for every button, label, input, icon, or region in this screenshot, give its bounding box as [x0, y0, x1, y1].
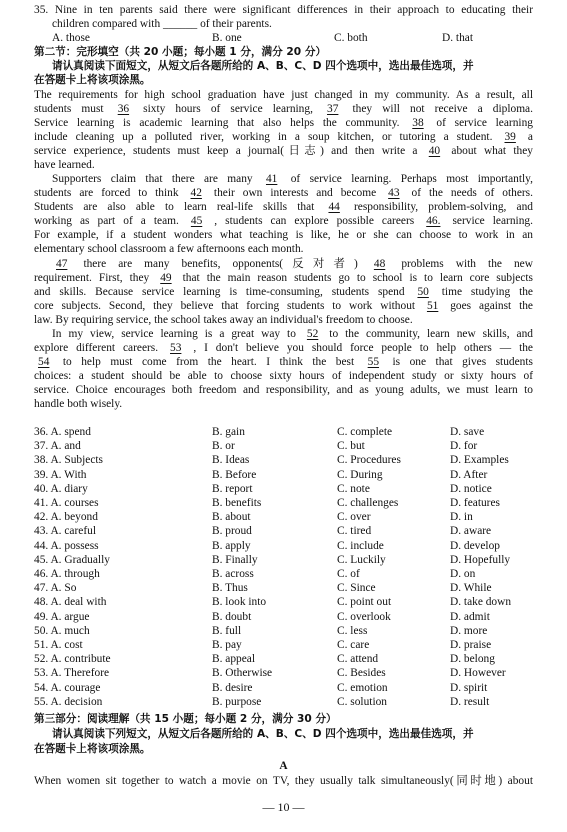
option-row: [34, 553, 554, 567]
blank-45: 45: [190, 215, 203, 227]
option-b: B. purpose: [212, 695, 262, 708]
option-b: B. gain: [212, 426, 245, 438]
option-a: 45. A. Gradually: [34, 553, 110, 566]
option-a: 48. A. deal with: [34, 596, 107, 609]
section3-heading: 第三部分：阅读理解（共 15 小题；每小题 2 分，满分 30 分）: [34, 713, 337, 725]
blank-48: 48: [373, 258, 386, 270]
option-c: C. care: [337, 639, 370, 651]
option-d: D. admit: [450, 610, 490, 623]
section2-heading: 第二节：完形填空（共 20 小题；每小题 1 分，满分 20 分）: [34, 46, 327, 58]
option-c: C. solution: [337, 695, 388, 708]
passage-line-17: law. By requiring service, the school takes away an individual's freedom to choose.: [34, 314, 413, 326]
option-d: D. in: [450, 511, 473, 524]
option-row: [34, 567, 554, 581]
option-d: D. While: [450, 582, 492, 595]
option-row: [34, 482, 554, 496]
option-row: [34, 425, 554, 439]
option-row: [34, 510, 554, 524]
passage-line-14: [34, 271, 533, 285]
option-b: B. proud: [212, 525, 252, 538]
text: students are forced to think: [34, 187, 179, 199]
option-b: B. Ideas: [212, 454, 250, 467]
option-a: 53. A. Therefore: [34, 667, 110, 680]
passage-line-6: have learned.: [34, 159, 95, 171]
option-a: 52. A. contribute: [34, 653, 111, 666]
text: responsibility, problem-solving, and: [354, 201, 533, 213]
option-b: B. look into: [212, 596, 267, 609]
passage-line-16: [34, 299, 533, 313]
text: service experience, students must keep a journal(日志) and then write a: [34, 145, 418, 157]
option-a: 55. A. decision: [34, 695, 103, 708]
passage-line-18: [52, 327, 533, 341]
option-c: C. Besides: [337, 667, 386, 680]
option-a: 42. A. beyond: [34, 511, 98, 524]
passage-a-first-line: When women sit together to watch a movie on TV, they usually talk simultaneously(同时地) about: [34, 775, 533, 787]
option-a: 47. A. So: [34, 582, 77, 595]
blank-37: 37: [327, 103, 339, 115]
option-b: B. or: [212, 440, 235, 453]
option-b: B. Thus: [212, 582, 248, 595]
option-c: C. less: [337, 624, 368, 637]
option-row: [34, 681, 554, 695]
text: core subjects. Second, they believe that forcing students to work without: [34, 300, 416, 312]
text: Supporters claim that there are many: [52, 173, 253, 185]
passage-line-7: [52, 172, 533, 186]
q35-blank: ______: [163, 18, 198, 30]
text: students must: [34, 103, 104, 115]
q35-text-post: of their parents.: [200, 18, 272, 30]
option-a: 36. A. spend: [34, 426, 91, 438]
section3-instruction-1: 请认真阅读下列短文，从短文后各题所给的 A、B、C、D 四个选项中，选出最佳选项，并: [52, 728, 474, 740]
option-c: C. emotion: [337, 681, 388, 694]
blank-44: 44: [328, 201, 340, 213]
text: problems with the new: [401, 258, 533, 270]
option-c: C. of: [337, 568, 360, 580]
option-d: D. notice: [450, 482, 492, 495]
option-row: [34, 695, 554, 709]
option-b: B. Otherwise: [212, 667, 273, 680]
blank-36: 36: [117, 103, 130, 115]
option-d: D. Examples: [450, 454, 509, 467]
option-row: [34, 581, 554, 595]
passage-line-3: [34, 116, 533, 130]
passage-line-2: [34, 102, 533, 116]
option-b: B. full: [212, 624, 242, 637]
option-b: B. pay: [212, 639, 242, 651]
blank-54: 54: [38, 356, 50, 368]
text: , students can explore possible careers: [214, 215, 415, 227]
option-c: C. Procedures: [337, 454, 401, 467]
option-b: B. across: [212, 568, 254, 580]
option-row: [34, 638, 554, 652]
option-row: [34, 468, 554, 482]
option-c: C. Since: [337, 582, 376, 595]
text: about what they: [451, 145, 533, 157]
q35-text-pre: children compared with: [52, 18, 161, 30]
option-a: 54. A. courage: [34, 681, 101, 694]
text: Service learning is academic learning that also helps the community.: [34, 117, 400, 129]
q35-option-d: D. that: [442, 32, 474, 44]
blank-46: 46.: [426, 215, 441, 227]
option-a: 40. A. diary: [34, 482, 88, 495]
option-b: B. Before: [212, 468, 257, 481]
option-d: D. Hopefully: [450, 553, 511, 566]
option-row: [34, 666, 554, 680]
option-c: C. challenges: [337, 497, 399, 509]
option-c: C. complete: [337, 426, 393, 438]
option-c: C. over: [337, 511, 371, 524]
text: to help must come from the heart. I think the best: [62, 356, 355, 368]
option-c: C. note: [337, 482, 370, 495]
option-b: B. Finally: [212, 553, 258, 566]
text: a: [527, 131, 533, 143]
text: requirement. First, they: [34, 272, 150, 284]
blank-55: 55: [367, 356, 380, 368]
blank-43: 43: [388, 187, 400, 199]
option-a: 49. A. argue: [34, 610, 90, 623]
option-d: D. spirit: [450, 681, 488, 694]
text: of the needs of others.: [411, 187, 533, 199]
option-row: [34, 439, 554, 453]
option-d: D. However: [450, 667, 506, 680]
option-row: [34, 453, 554, 467]
blank-49: 49: [160, 272, 172, 284]
option-row: [34, 524, 554, 538]
text: that the main reason students go to school is to learn core subjects: [182, 272, 533, 284]
passage-line-20: [34, 355, 533, 369]
section3-instruction-2: 在答题卡上将该项涂黑。: [34, 743, 151, 755]
option-b: B. apply: [212, 539, 251, 552]
option-row: [34, 652, 554, 666]
q35-option-c: C. both: [334, 32, 368, 44]
option-a: 51. A. cost: [34, 639, 83, 651]
passage-line-10: [34, 214, 533, 228]
option-a: 43. A. careful: [34, 525, 96, 538]
text: service learning.: [452, 215, 533, 227]
option-c: C. During: [337, 468, 383, 481]
section2-instruction-2: 在答题卡上将该项涂黑。: [34, 74, 151, 86]
blank-47: 47: [56, 258, 68, 270]
option-row: [34, 539, 554, 553]
option-d: D. result: [450, 695, 490, 708]
option-d: D. After: [450, 468, 488, 481]
q35-option-a: A. those: [52, 32, 90, 44]
blank-40: 40: [428, 145, 441, 157]
passage-line-19: [34, 341, 533, 355]
option-d: D. belong: [450, 653, 495, 666]
q35-line-1: 35. Nine in ten parents said there were significant differences in their approach to educating their: [34, 4, 533, 16]
option-b: B. desire: [212, 681, 253, 694]
q35-options: [52, 31, 567, 45]
option-d: D. for: [450, 440, 478, 453]
passage-line-5: [34, 144, 533, 158]
option-a: 50. A. much: [34, 624, 90, 637]
text: Students are also able to learn real-life skills that: [34, 201, 315, 213]
passage-line-4: [34, 130, 533, 144]
blank-51: 51: [426, 300, 439, 312]
passage-line-1: The requirements for high school graduation have just changed in my community. As a result, all: [34, 89, 533, 101]
option-c: C. include: [337, 539, 384, 552]
blank-39: 39: [504, 131, 516, 143]
passage-line-12: elementary school classroom a few afternoons each month.: [34, 243, 304, 255]
option-d: D. on: [450, 568, 476, 580]
text: sixty hours of service learning,: [143, 103, 313, 115]
text: of service learning. Perhaps most importantly,: [290, 173, 533, 185]
option-d: D. more: [450, 624, 488, 637]
section2-instruction-1: 请认真阅读下面短文，从短文后各题所给的 A、B、C、D 四个选项中，选出最佳选项，并: [52, 60, 474, 72]
option-c: C. point out: [337, 596, 392, 609]
passage-line-11: For example, if a student wonders what teaching is like, he or she can choose to work in an: [34, 229, 533, 241]
option-b: B. doubt: [212, 610, 252, 623]
passage-line-8: [34, 186, 533, 200]
option-row: [34, 595, 554, 609]
option-a: 37. A. and: [34, 440, 81, 453]
option-c: C. but: [337, 440, 365, 453]
q35-line-2: [52, 17, 533, 31]
text: , I don't believe you should force people to help others — the: [193, 342, 533, 354]
text: and skills. Because service learning is time-consuming, students spend: [34, 286, 405, 298]
passage-line-9: [34, 200, 533, 214]
option-d: D. features: [450, 497, 500, 509]
option-d: D. aware: [450, 525, 492, 538]
blank-38: 38: [412, 117, 424, 129]
text: to the community, learn new skills, and: [329, 328, 533, 340]
option-row: [34, 624, 554, 638]
passage-line-21: choices: a student should be able to choose sixty hours of independent study or sixty hours of: [34, 370, 533, 382]
option-b: B. report: [212, 482, 253, 495]
blank-50: 50: [417, 286, 429, 298]
text: working as part of a team.: [34, 215, 179, 227]
text: their own interests and become: [213, 187, 377, 199]
blank-53: 53: [170, 342, 182, 354]
text: is one that gives students: [392, 356, 533, 368]
option-d: D. develop: [450, 539, 500, 552]
passage-line-22: service. Choice encourages both freedom and responsibility, and as young adults, we must learn to: [34, 384, 533, 396]
text: there are many benefits, opponents(反对者): [83, 258, 358, 270]
option-c: C. overlook: [337, 610, 391, 623]
text: goes against the: [450, 300, 533, 312]
passage-line-15: [34, 285, 533, 299]
option-d: D. save: [450, 426, 485, 438]
page-number: — 10 —: [262, 800, 305, 814]
passage-line-23: handle both wisely.: [34, 398, 123, 410]
blank-42: 42: [190, 187, 202, 199]
blank-41: 41: [265, 173, 278, 185]
option-d: D. praise: [450, 639, 492, 651]
option-b: B. appeal: [212, 653, 256, 666]
option-a: 41. A. courses: [34, 497, 99, 509]
text: they will not receive a diploma.: [352, 103, 533, 115]
option-row: [34, 610, 554, 624]
passage-a-label: A: [279, 760, 288, 772]
option-b: B. benefits: [212, 497, 262, 509]
option-c: C. tired: [337, 525, 372, 538]
blank-52: 52: [306, 328, 319, 340]
q35-option-b: B. one: [212, 32, 242, 44]
passage-line-13: [52, 257, 533, 271]
option-a: 44. A. possess: [34, 539, 99, 552]
option-row: [34, 496, 554, 510]
option-a: 38. A. Subjects: [34, 454, 103, 467]
option-c: C. Luckily: [337, 553, 386, 566]
option-d: D. take down: [450, 596, 512, 609]
option-b: B. about: [212, 511, 251, 524]
text: of service learning: [436, 117, 533, 129]
text: include cleaning up a polluted river, working in a soup kitchen, or tutoring a student.: [34, 131, 493, 143]
text: In my view, service learning is a great way to: [52, 328, 296, 340]
text: explore different careers.: [34, 342, 159, 354]
option-c: C. attend: [337, 653, 379, 666]
option-a: 39. A. With: [34, 468, 87, 481]
option-a: 46. A. through: [34, 568, 100, 580]
text: time studying the: [441, 286, 533, 298]
